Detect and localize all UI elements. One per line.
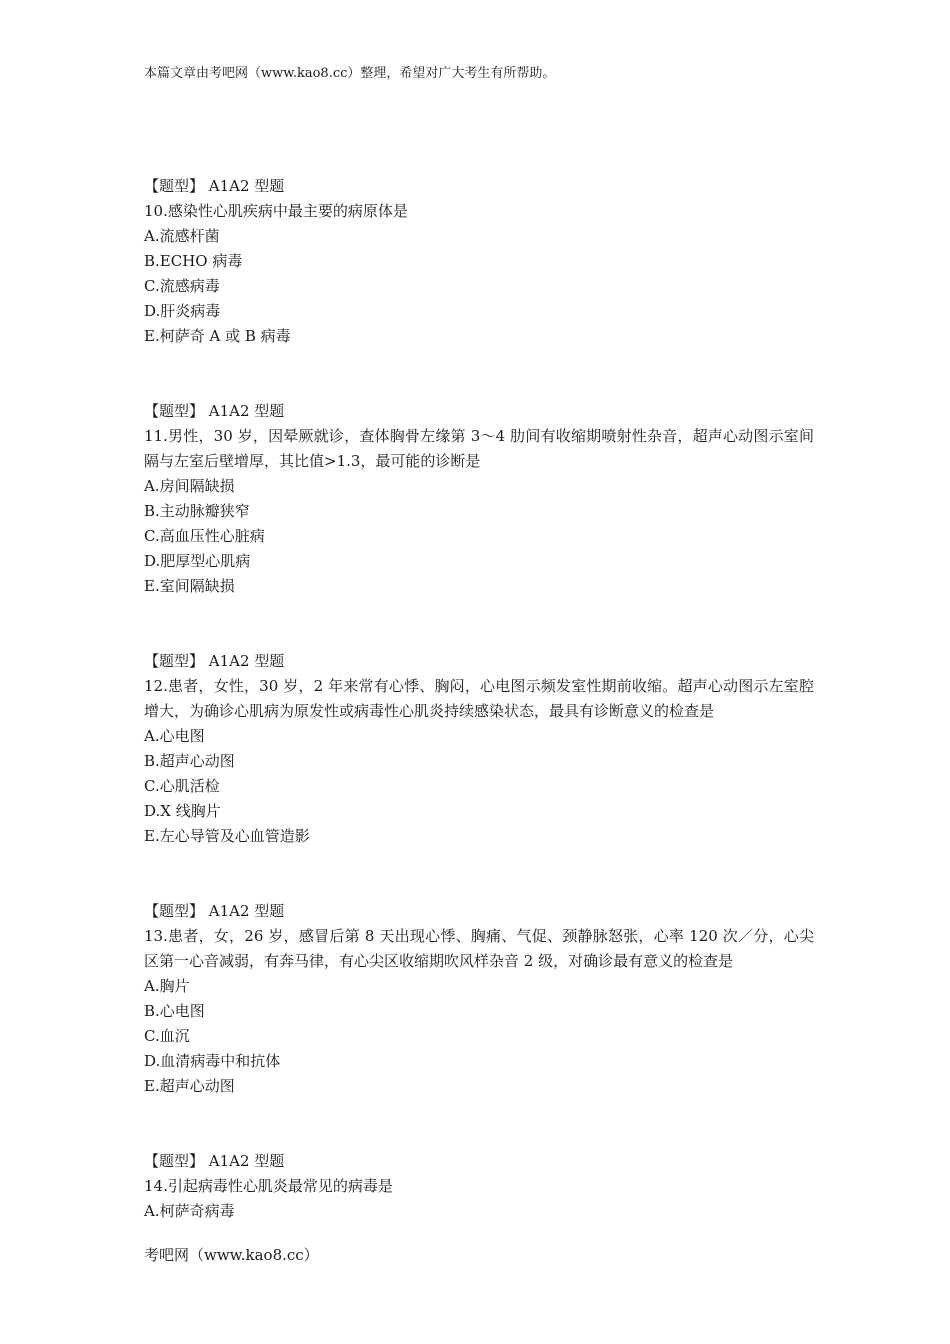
option-b: B.心电图 [144,1002,205,1020]
question-stem: 10.感染性心肌疾病中最主要的病原体是 [144,202,408,220]
question-type-label: 【题型】 A1A2 型题 [144,402,285,420]
option-b: B.ECHO 病毒 [144,252,243,270]
option-d: D.肝炎病毒 [144,302,221,320]
question-stem: 12.患者，女性，30 岁，2 年来常有心悸、胸闷，心电图示频发室性期前收缩。超声心动图示左室腔增大，为确诊心肌病为原发性或病毒性心肌炎持续感染状态，最具有诊断意义的检查是 [144,677,814,720]
option-a: A.心电图 [144,727,205,745]
option-e: E.左心导管及心血管造影 [144,827,310,845]
question-type-label: 【题型】 A1A2 型题 [144,177,285,195]
footer-source: 考吧网（www.kao8.cc） [144,1246,319,1264]
question-type-label: 【题型】 A1A2 型题 [144,902,285,920]
option-c: C.心肌活检 [144,777,220,795]
question-14 [144,1149,814,1224]
question-stem: 11.男性，30 岁，因晕厥就诊，查体胸骨左缘第 3～4 肋间有收缩期喷射性杂音，超声心动图示室间隔与左室后壁增厚，其比值>1.3，最可能的诊断是 [144,427,814,470]
question-11 [144,399,814,599]
option-a: A.胸片 [144,977,190,995]
question-type-label: 【题型】 A1A2 型题 [144,1152,285,1170]
option-c: C.流感病毒 [144,277,220,295]
question-13 [144,899,814,1099]
option-e: E.室间隔缺损 [144,577,235,595]
question-stem: 14.引起病毒性心肌炎最常见的病毒是 [144,1177,393,1195]
header-note: 本篇文章由考吧网（www.kao8.cc）整理，希望对广大考生有所帮助。 [144,66,556,81]
option-d: D.血清病毒中和抗体 [144,1052,281,1070]
question-list [144,174,814,1274]
option-d: D.肥厚型心肌病 [144,552,251,570]
option-a: A.流感杆菌 [144,227,220,245]
option-a: A.柯萨奇病毒 [144,1202,235,1220]
question-10 [144,174,814,349]
question-stem: 13.患者，女，26 岁，感冒后第 8 天出现心悸、胸痛、气促、颈静脉怒张，心率 120 次／分，心尖区第一心音减弱，有奔马律，有心尖区收缩期吹风样杂音 2 级，对确诊最有意义的检查是 [144,927,814,970]
option-a: A.房间隔缺损 [144,477,235,495]
option-c: C.高血压性心脏病 [144,527,265,545]
option-c: C.血沉 [144,1027,190,1045]
question-12 [144,649,814,849]
option-e: E.超声心动图 [144,1077,235,1095]
option-d: D.X 线胸片 [144,802,221,820]
option-b: B.超声心动图 [144,752,235,770]
option-b: B.主动脉瓣狭窄 [144,502,250,520]
option-e: E.柯萨奇 A 或 B 病毒 [144,327,291,345]
question-type-label: 【题型】 A1A2 型题 [144,652,285,670]
